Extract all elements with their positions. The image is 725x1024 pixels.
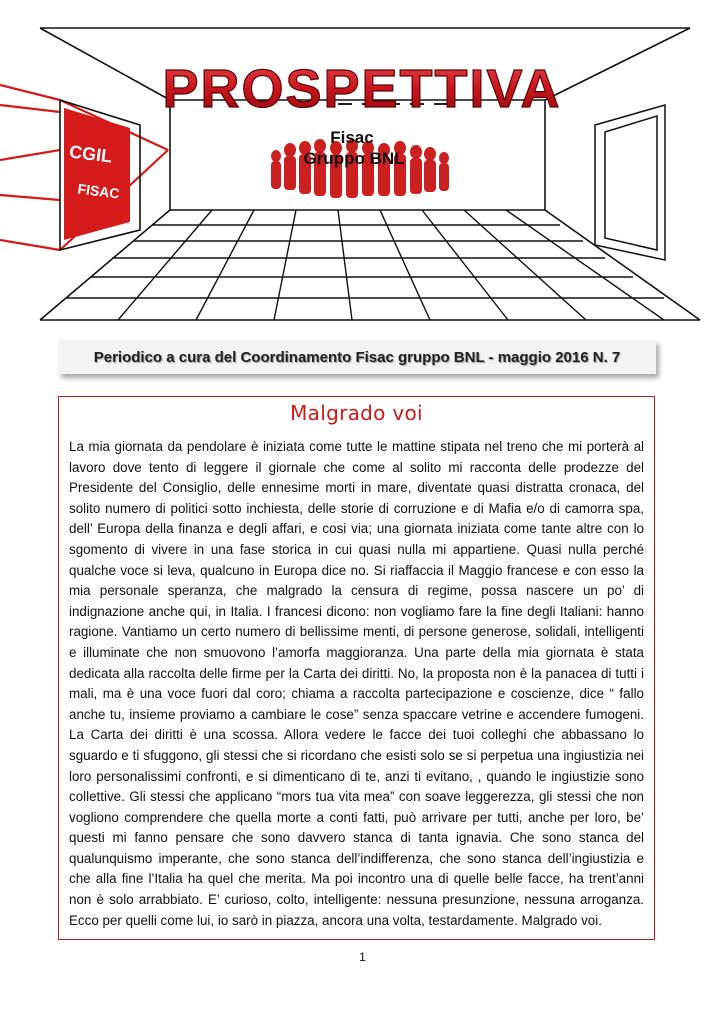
issue-banner bbox=[58, 340, 656, 374]
masthead-subtitle-2: Gruppo BNL bbox=[303, 149, 405, 168]
logo-line1: CGIL bbox=[68, 141, 114, 167]
article-box bbox=[58, 396, 655, 940]
issue-banner-text: Periodico a cura del Coordinamento Fisac gruppo BNL - maggio 2016 N. 7 bbox=[93, 348, 621, 366]
logo-line2: FISAC bbox=[76, 180, 121, 202]
article-title: Malgrado voi bbox=[290, 401, 423, 425]
page-number: 1 bbox=[359, 950, 366, 964]
floor-grid bbox=[66, 210, 664, 320]
right-door bbox=[595, 105, 665, 260]
masthead-illustration bbox=[0, 0, 725, 325]
left-window bbox=[60, 100, 140, 250]
crowd-silhouettes bbox=[271, 139, 449, 198]
masthead-subtitle-1: Fisac bbox=[330, 128, 374, 147]
article-body: La mia giornata da pendolare è iniziata come tutte le mattine stipata nel treno che mi porterà al lavoro dove tento di leggere il giornale che come al solito mi racconta delle prodezze del Presidente del Consiglio, delle ennesime morti in mare, diventate quasi distratta cronaca, del solito numero di politici sotto inchiesta, delle storie di corruzione e di Mafia e/o di camorra spa, dell’ Europa della finanza e degli affari, e cosi via; una giornata iniziata come tante altre con lo sgomento di vivere in una fase storica in cui quasi nulla mi appartiene. Quasi nulla perché qualche voce si leva, qualcuno in Europa dice no. Si riaffaccia il Maggio francese e con esso la mia personale speranza, che malgrado la censura di regime, possa nascere un po’ di indignazione anche qui, in Italia. I francesi dicono: non vogliamo fare la fine degli Italiani: hanno ragione. Vantiamo un certo numero di bellissime menti, di persone generose, solidali, intelligenti e illuminate che non smuovono l’amorfa maggioranza. Una parte della mia giornata è stata dedicata alla raccolta delle firme per la Carta dei diritti. No, la proposta non è la panacea di tutti i mali, ma è una voce fuori dal coro; chiama a raccolta partecipazione e coscienze, dice “ fallo anche tu, insieme proviamo a cambiare le cose” senza spaccare vetrine e accendere fumogeni. La Carta dei diritti è una scossa. Allora vedere le facce dei tuoi colleghi che abbassano lo sguardo e ti sfuggono, gli stessi che si ricordano che esisti solo se si perpetua una ingiustizia nei loro personalissimi confronti, e si dimenticano di te, anzi ti evitano, , quando le ingiustizie sono collettive. Gli stessi che applicano “mors tua vita mea” con soave leggerezza, gli stessi che non vogliono comprendere che quella morte a conti fatti, può arrivare per tutti, anche per loro, be’ questi mi fanno pensare che sono davvero stanca di tanta ignavia. Che sono stanca del qualunquismo imperante, che sono stanca dell’indifferenza, che sono stanca dell’ingiustizia e che alla fine l’Italia ha quel che merita. Ma poi incontro una di quelle belle facce, ha trent’anni non è solo arrabbiato. E’ curioso, colto, intelligente: nessuna presunzione, nessuna arroganza. Ecco per quelli come lui, io sarò in piazza, ancora una volta, testardamente. Malgrado voi. bbox=[69, 439, 644, 928]
masthead-title: PROSPETTIVA bbox=[162, 59, 562, 119]
